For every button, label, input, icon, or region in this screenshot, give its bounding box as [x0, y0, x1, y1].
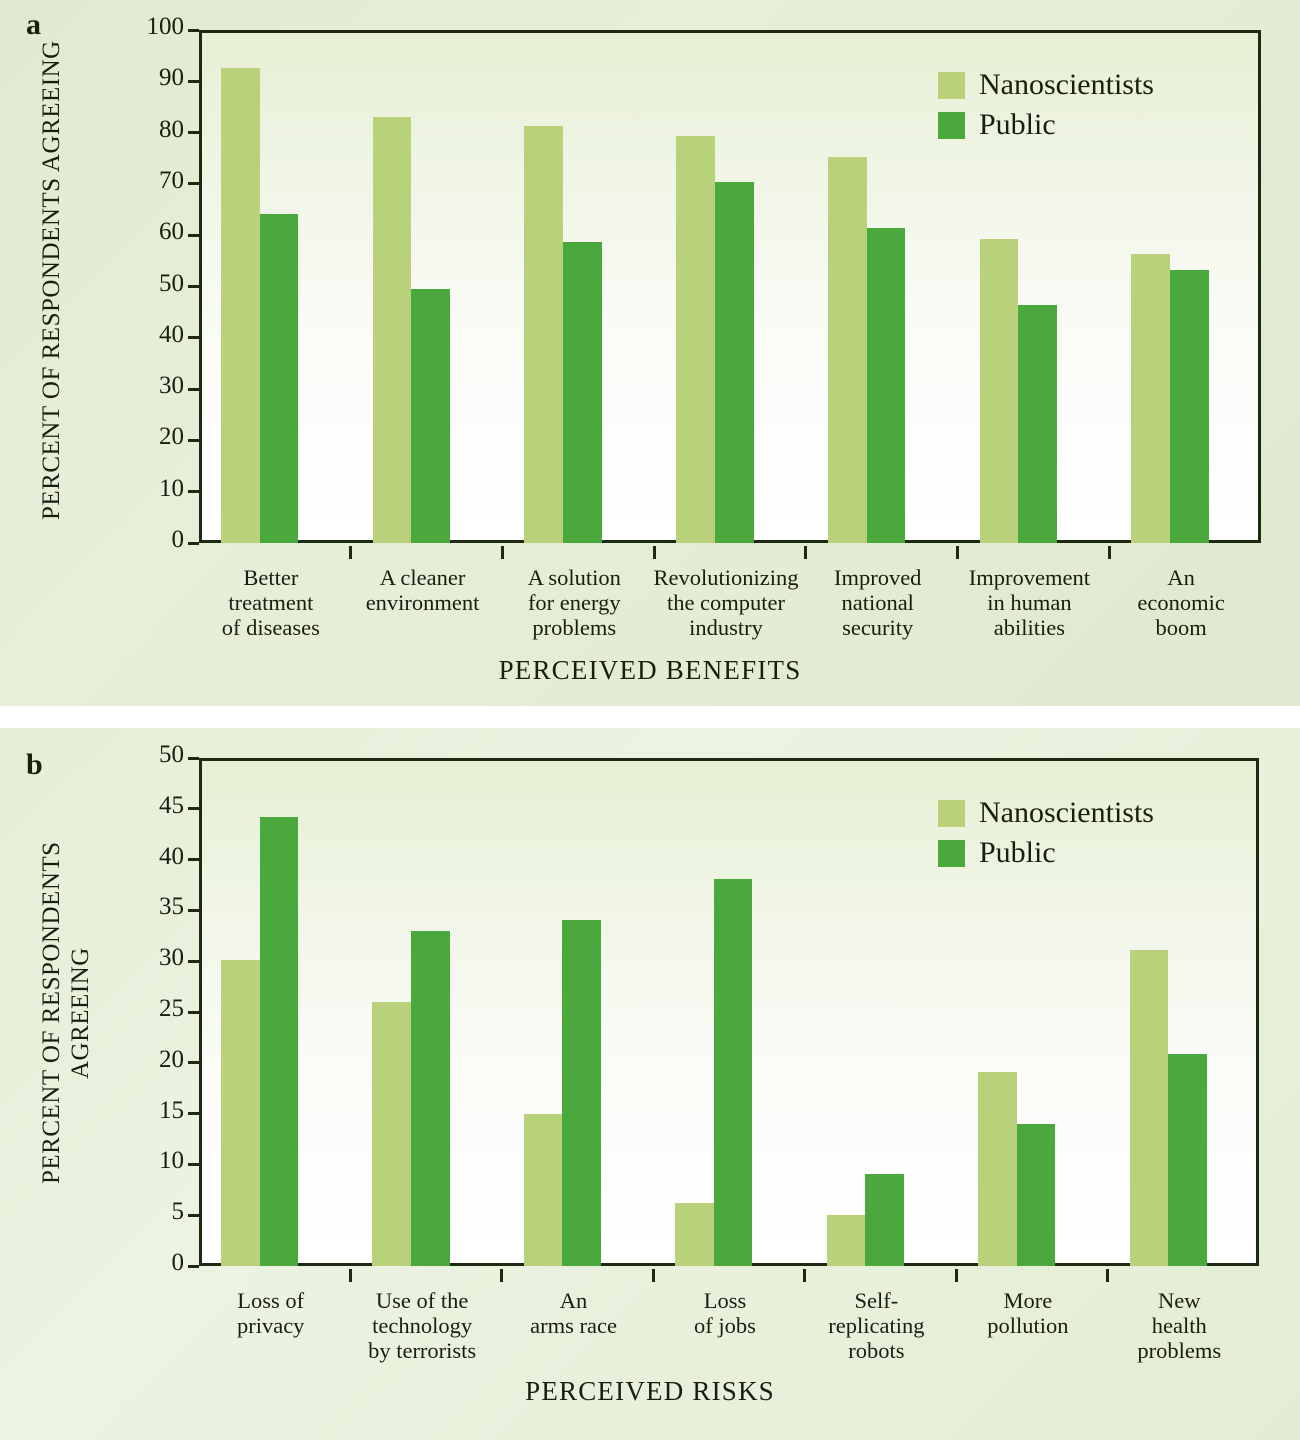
y-tick-label: 30 — [159, 944, 184, 972]
legend-item-public — [938, 836, 1154, 870]
panel-a-y-axis-title-text: PERCENT OF RESPONDENTS AGREEING — [38, 40, 65, 520]
bar-public — [260, 817, 299, 1266]
legend-label-public: Public — [979, 108, 1056, 141]
x-tick-mark — [956, 546, 959, 559]
y-tick-mark — [188, 960, 199, 963]
x-category-label-line: treatment — [228, 590, 314, 616]
x-category-label-line: industry — [689, 615, 763, 641]
y-tick-label: 80 — [159, 115, 184, 143]
y-tick-mark — [188, 490, 199, 493]
bar-public — [714, 879, 753, 1266]
x-category-label-line: Use of the — [375, 1288, 469, 1313]
x-category-label — [347, 565, 499, 615]
y-tick-label: 90 — [159, 64, 184, 92]
bar-public — [1170, 270, 1209, 543]
bar-nanoscientists — [676, 136, 715, 543]
bar-nanoscientists — [828, 157, 867, 543]
bar-public — [867, 228, 906, 543]
legend-label-public: Public — [979, 836, 1056, 869]
legend-label-nanoscientists: Nanoscientists — [979, 68, 1154, 101]
y-tick-mark — [188, 439, 199, 442]
bar-nanoscientists — [675, 1203, 714, 1266]
bar-public — [1017, 1124, 1056, 1266]
x-category-label-line: replicating — [828, 1313, 925, 1339]
x-category-label — [1105, 565, 1257, 641]
y-tick-label: 100 — [146, 13, 184, 40]
x-category-label-line: Self- — [854, 1288, 899, 1313]
x-category-label-line: security — [842, 615, 914, 641]
y-tick-label: 25 — [159, 995, 184, 1022]
y-tick-label: 10 — [159, 1147, 184, 1175]
x-category-label-line: economic — [1137, 590, 1225, 616]
panel-a-x-axis-title — [0, 655, 1300, 686]
x-category-label — [195, 1288, 346, 1338]
y-tick-mark — [188, 807, 199, 810]
bar-public — [1018, 305, 1057, 543]
bar-nanoscientists — [373, 117, 412, 543]
x-tick-mark — [955, 1269, 958, 1282]
bar-nanoscientists — [524, 1114, 563, 1266]
legend-label-nanoscientists: Nanoscientists — [979, 796, 1154, 829]
x-category-label — [952, 1288, 1103, 1338]
y-tick-label: 60 — [159, 218, 184, 246]
bar-nanoscientists — [221, 960, 260, 1266]
bar-nanoscientists — [1130, 950, 1169, 1266]
y-tick-label: 35 — [159, 893, 184, 921]
bar-public — [411, 289, 450, 543]
x-tick-mark — [501, 546, 504, 559]
bar-nanoscientists — [978, 1072, 1017, 1266]
y-tick-mark — [188, 234, 199, 237]
x-category-label — [498, 1288, 649, 1338]
y-tick-label: 10 — [159, 474, 184, 502]
bar-public — [411, 931, 450, 1266]
x-category-label-line: Loss — [703, 1288, 747, 1313]
y-tick-mark — [188, 757, 199, 760]
x-category-label-line: Better — [243, 565, 299, 590]
bar-public — [563, 242, 602, 543]
y-tick-mark — [188, 1011, 199, 1014]
y-tick-label: 20 — [159, 1045, 184, 1073]
legend-item-nanoscientists — [938, 68, 1154, 102]
y-tick-mark — [188, 131, 199, 134]
bar-public — [715, 182, 754, 543]
y-tick-label: 20 — [159, 423, 184, 451]
x-category-label — [650, 565, 802, 641]
y-tick-label: 0 — [171, 1249, 184, 1276]
x-category-label-line: An — [559, 1288, 588, 1313]
x-category-label-line: problems — [1137, 1338, 1222, 1364]
y-tick-label: 45 — [159, 791, 184, 819]
x-category-label-line: A cleaner — [379, 565, 466, 590]
x-tick-mark — [653, 546, 656, 559]
y-tick-label: 0 — [171, 526, 184, 553]
y-tick-label: 15 — [159, 1096, 184, 1124]
x-category-label — [802, 565, 954, 641]
x-tick-mark — [652, 1269, 655, 1282]
x-category-label-line: in human — [987, 590, 1072, 616]
x-category-label-line: A solution — [527, 565, 621, 590]
bar-public — [562, 920, 601, 1266]
x-category-label-line: Improvement — [968, 565, 1091, 590]
x-category-label-line: privacy — [236, 1313, 305, 1339]
y-tick-mark — [188, 1163, 199, 1166]
panel-b-letter: b — [26, 748, 43, 781]
y-tick-mark — [188, 1214, 199, 1217]
bar-nanoscientists — [524, 126, 563, 543]
x-category-label — [346, 1288, 497, 1364]
panel-a-legend — [938, 68, 1154, 148]
panel-b-y-axis-title-text: PERCENT OF RESPONDENTS AGREEING — [38, 841, 94, 1185]
x-category-label-line: of jobs — [694, 1313, 756, 1339]
y-tick-mark — [188, 182, 199, 185]
y-tick-mark — [188, 336, 199, 339]
legend-swatch-public — [938, 112, 965, 139]
x-category-label-line: Improved — [833, 565, 922, 590]
y-tick-label: 70 — [159, 166, 184, 194]
x-category-label-line: Loss of — [237, 1288, 305, 1313]
y-tick-mark — [188, 388, 199, 391]
panel-divider — [0, 706, 1300, 728]
x-category-label-line: pollution — [987, 1313, 1069, 1339]
panel-b-x-axis-title — [0, 1376, 1300, 1407]
x-tick-mark — [1108, 546, 1111, 559]
legend-swatch-nanoscientists — [938, 72, 965, 99]
y-tick-label: 5 — [171, 1198, 184, 1226]
x-tick-mark — [803, 1269, 806, 1282]
y-tick-label: 50 — [159, 269, 184, 297]
y-tick-label: 40 — [159, 320, 184, 348]
y-tick-mark — [188, 1112, 199, 1115]
x-category-label — [649, 1288, 800, 1338]
x-category-label-line: An — [1167, 565, 1195, 590]
x-category-label-line: technology — [372, 1313, 473, 1339]
y-tick-mark — [188, 1265, 199, 1268]
bar-nanoscientists — [221, 68, 260, 543]
x-category-label — [954, 565, 1106, 641]
bar-nanoscientists — [980, 239, 1019, 543]
x-category-label-line: arms race — [530, 1313, 617, 1339]
legend-item-public — [938, 108, 1154, 142]
x-tick-mark — [349, 546, 352, 559]
x-category-label-line: New — [1158, 1288, 1201, 1313]
x-tick-mark — [349, 1269, 352, 1282]
x-category-label-line: robots — [848, 1338, 905, 1364]
y-tick-mark — [188, 80, 199, 83]
x-category-label-line: environment — [365, 590, 480, 616]
x-category-label-line: the computer — [666, 590, 786, 616]
x-category-label-line: health — [1151, 1313, 1207, 1339]
x-category-label-line: by terrorists — [368, 1338, 477, 1364]
chart-panel-b — [0, 728, 1300, 1440]
x-category-label — [195, 565, 347, 641]
x-category-label-line: problems — [532, 615, 617, 641]
bar-public — [865, 1174, 904, 1266]
x-category-label-line: for energy — [527, 590, 621, 616]
x-category-label — [1104, 1288, 1255, 1364]
x-tick-mark — [500, 1269, 503, 1282]
y-tick-mark — [188, 858, 199, 861]
y-tick-mark — [188, 285, 199, 288]
x-category-label — [498, 565, 650, 641]
bar-public — [1168, 1054, 1207, 1266]
panel-a-x-axis-title-text: PERCEIVED BENEFITS — [498, 655, 802, 685]
legend-item-nanoscientists — [938, 796, 1154, 830]
x-tick-mark — [1106, 1269, 1109, 1282]
y-tick-label: 40 — [159, 842, 184, 870]
x-category-label-line: of diseases — [221, 615, 320, 641]
y-tick-mark — [188, 909, 199, 912]
x-category-label-line: Revolutionizing — [653, 565, 799, 590]
x-category-label — [801, 1288, 952, 1364]
legend-swatch-nanoscientists — [938, 800, 965, 827]
y-tick-mark — [188, 29, 199, 32]
bar-public — [260, 214, 299, 543]
y-tick-label: 50 — [159, 741, 184, 768]
y-tick-mark — [188, 1061, 199, 1064]
panel-b-x-axis-title-text: PERCEIVED RISKS — [525, 1376, 775, 1406]
x-tick-mark — [804, 546, 807, 559]
y-tick-label: 30 — [159, 372, 184, 400]
bar-nanoscientists — [372, 1002, 411, 1266]
x-category-label-line: abilities — [993, 615, 1066, 641]
x-category-label-line: More — [1003, 1288, 1053, 1313]
bar-nanoscientists — [827, 1215, 866, 1266]
bar-nanoscientists — [1131, 254, 1170, 543]
x-category-label-line: boom — [1155, 615, 1207, 641]
x-category-label-line: national — [841, 590, 914, 616]
panel-a-letter: a — [26, 8, 41, 41]
y-tick-mark — [188, 542, 199, 545]
legend-swatch-public — [938, 840, 965, 867]
panel-b-legend — [938, 796, 1154, 876]
chart-panel-a — [0, 0, 1300, 706]
